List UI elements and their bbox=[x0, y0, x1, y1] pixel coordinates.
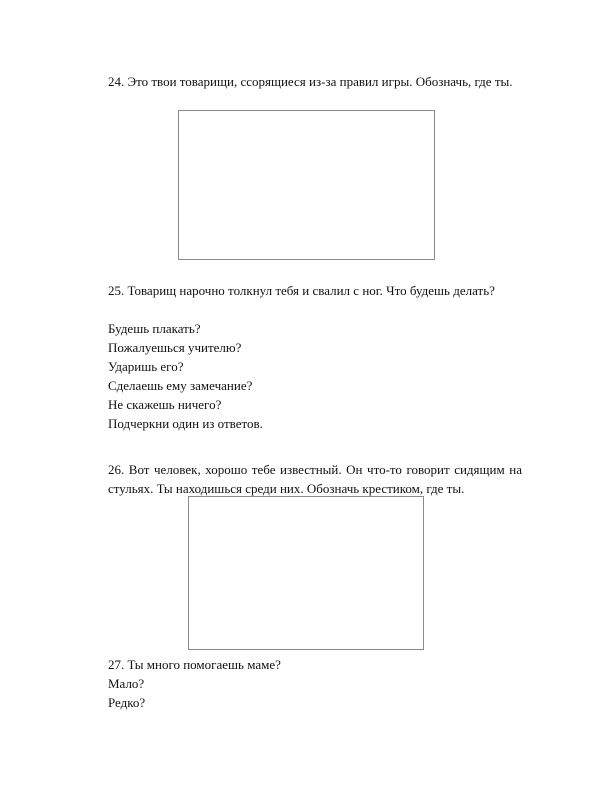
drawing-box-q26[interactable] bbox=[188, 496, 424, 650]
question-26-text: 26. Вот человек, хорошо тебе известный. Он что-то говорит сидящим на стульях. Ты находишься среди них. Обозначь крестиком, где ты. bbox=[108, 462, 522, 496]
answer-option[interactable]: Пожалуешься учителю? bbox=[108, 340, 242, 355]
answer-option[interactable]: Не скажешь ничего? bbox=[108, 397, 222, 412]
answer-option[interactable]: Ударишь его? bbox=[108, 359, 184, 374]
answer-option[interactable]: Сделаешь ему замечание? bbox=[108, 378, 253, 393]
question-25-instruction: Подчеркни один из ответов. bbox=[108, 416, 263, 431]
question-25-text: 25. Товарищ нарочно толкнул тебя и свалил с ног. Что будешь делать? bbox=[108, 283, 495, 298]
question-27-text: 27. Ты много помогаешь маме? bbox=[108, 657, 281, 672]
drawing-box-q24[interactable] bbox=[178, 110, 435, 260]
answer-option[interactable]: Будешь плакать? bbox=[108, 321, 201, 336]
question-24-text: 24. Это твои товарищи, ссорящиеся из-за правил игры. Обозначь, где ты. bbox=[108, 74, 513, 89]
answer-option[interactable]: Редко? bbox=[108, 695, 146, 710]
answer-option[interactable]: Мало? bbox=[108, 676, 145, 691]
